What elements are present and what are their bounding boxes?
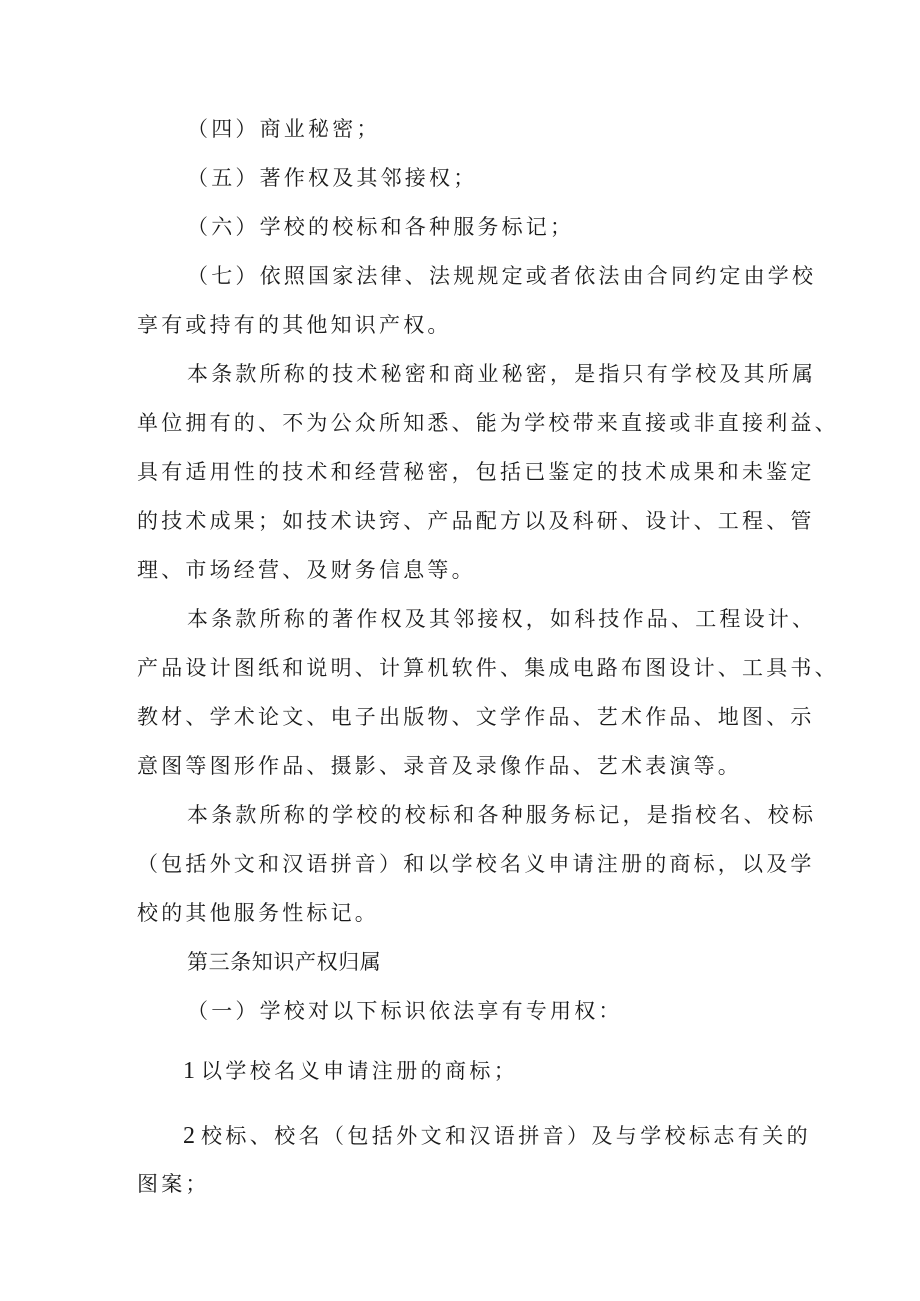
paragraph-school-marks-line-3: 校的其他服务性标记。 [137,901,379,925]
clause-item-4: （四）商业秘密； [187,117,381,141]
paragraph-trade-secret-line-5: 理、市场经营、及财务信息等。 [137,558,476,582]
clause-item-7-line-2: 享有或持有的其他知识产权。 [137,313,452,337]
paragraph-copyright-line-3: 教材、学术论文、电子出版物、文学作品、艺术作品、地图、示 [137,705,815,729]
paragraph-school-marks-line-1: 本条款所称的学校的校标和各种服务标记，是指校名、校标 [187,803,817,827]
paragraph-trade-secret-line-2: 单位拥有的、不为公众所知悉、能为学校带来直接或非直接利益、 [137,411,839,435]
paragraph-school-marks-line-2: （包括外文和汉语拼音）和以学校名义申请注册的商标，以及学 [137,852,815,876]
clause-item-5: （五）著作权及其邻接权； [187,166,478,190]
article-3-heading: 第三条知识产权归属 [187,950,382,974]
paragraph-trade-secret-line-3: 具有适用性的技术和经营秘密，包括已鉴定的技术成果和未鉴定 [137,460,815,484]
paragraph-copyright-line-4: 意图等图形作品、摄影、录音及录像作品、艺术表演等。 [137,754,742,778]
list-number-1: 1 [183,1058,195,1084]
list-item-2 [183,1124,811,1148]
article-3-item-1: （一）学校对以下标识依法享有专用权： [187,999,623,1023]
clause-item-6: （六）学校的校标和各种服务标记； [187,215,575,239]
paragraph-trade-secret-line-4: 的技术成果；如技术诀窍、产品配方以及科研、设计、工程、管 [137,509,815,533]
list-item-2-text: 校标、校名（包括外文和汉语拼音）及与学校标志有关的 [201,1124,811,1148]
clause-item-7-line-1: （七）依照国家法律、法规规定或者依法由合同约定由学校 [187,264,817,288]
list-item-1-text: 以学校名义申请注册的商标； [201,1059,519,1083]
paragraph-copyright-line-2: 产品设计图纸和说明、计算机软件、集成电路布图设计、工具书、 [137,656,839,680]
paragraph-copyright-line-1: 本条款所称的著作权及其邻接权，如科技作品、工程设计、 [187,607,817,631]
list-item-1 [183,1059,518,1083]
list-number-2: 2 [183,1123,195,1149]
paragraph-trade-secret-line-1: 本条款所称的技术秘密和商业秘密，是指只有学校及其所属 [187,362,817,386]
list-item-2-continuation: 图案； [137,1172,210,1196]
